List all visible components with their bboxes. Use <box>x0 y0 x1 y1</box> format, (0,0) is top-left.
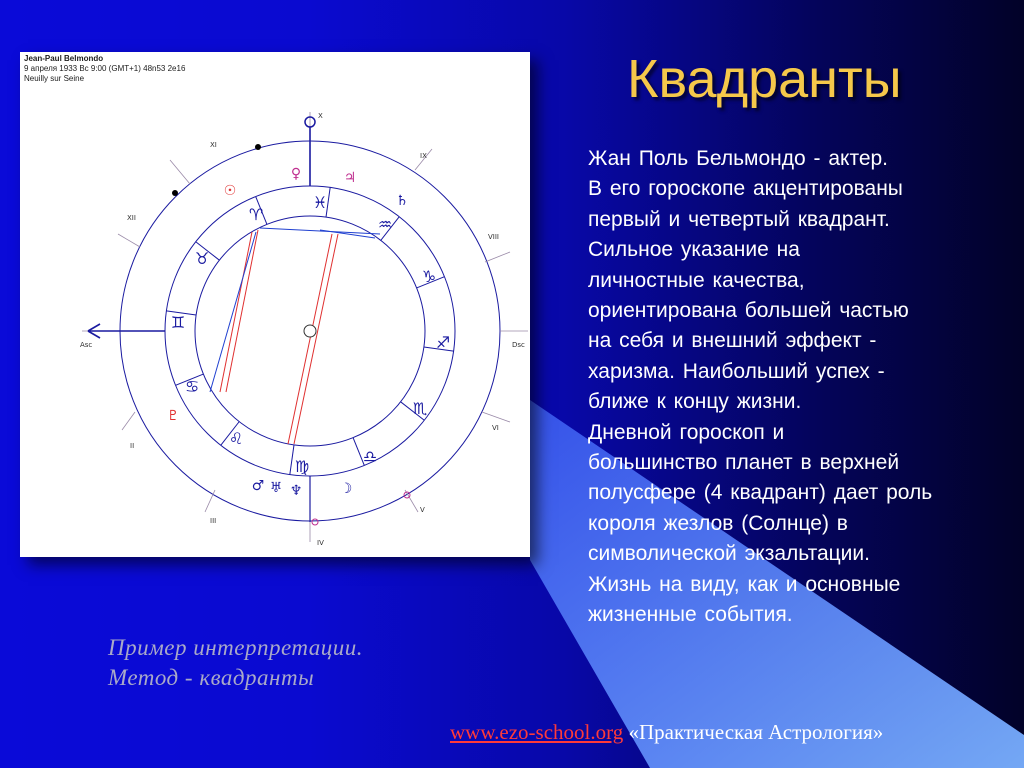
planet-uranus: ♅ <box>269 480 283 496</box>
planet-sun: ☉ <box>223 183 237 199</box>
body-line: жизненные события. <box>588 603 793 627</box>
body-line: Жизнь на виду, как и основные <box>588 572 901 596</box>
sign-pisces: ♓ <box>312 193 328 212</box>
body-line: ориентирована большей частью <box>588 299 909 323</box>
house-label-xii: XII <box>127 214 136 222</box>
caption <box>108 633 363 693</box>
sign-aries: ♈ <box>248 205 264 224</box>
footer <box>450 720 883 745</box>
house-label-ii: II <box>130 442 135 450</box>
house-label-v: V <box>420 506 425 514</box>
sign-aquarius: ♒ <box>377 215 393 234</box>
sign-leo: ♌ <box>228 429 244 448</box>
chart-header-name: Jean-Paul Belmondo <box>24 54 104 63</box>
body-line: на себя и внешний эффект - <box>588 329 877 353</box>
sign-virgo: ♍ <box>294 457 310 476</box>
planet-venus: ♀ <box>290 166 302 182</box>
body-line: короля жезлов (Солнце) в <box>588 511 848 535</box>
body-line: В его гороскопе акцентированы <box>588 177 903 201</box>
body-line: харизма. Наибольший успех - <box>588 359 885 383</box>
body-line: личностные качества, <box>588 268 805 292</box>
sign-cancer: ♋ <box>184 377 200 396</box>
planet-jupiter: ♃ <box>343 170 357 186</box>
house-label-iii: III <box>210 517 217 525</box>
body-line: первый и четвертый квадрант. <box>588 207 890 231</box>
caption-line: Метод - квадранты <box>108 665 315 690</box>
planet-pluto: ♇ <box>166 408 180 424</box>
house-label-ix: IX <box>420 152 427 160</box>
sign-gemini: ♊ <box>170 313 186 332</box>
planet-moon: ☽ <box>339 481 353 497</box>
natal-chart <box>20 52 530 557</box>
footer-text: «Практическая Астрология» <box>623 720 884 744</box>
site-link[interactable]: www.ezo-school.org <box>450 720 624 744</box>
body-line: символической экзальтации. <box>588 542 870 566</box>
planet-mars: ♂ <box>251 478 265 494</box>
planet-neptune: ♆ <box>289 483 303 499</box>
chart-header-date: 9 апреля 1933 Вс 9:00 (GMT+1) 48n53 2e16 <box>24 64 186 73</box>
sign-divider <box>290 445 294 475</box>
caption-line: Пример интерпретации. <box>108 635 364 660</box>
sign-scorpio: ♏ <box>412 399 428 418</box>
house-label-dsc: Dsc <box>512 341 525 349</box>
planet-saturn: ♄ <box>395 193 409 209</box>
house-label-vi: VI <box>492 424 499 432</box>
body-line: большинство планет в верхней <box>588 451 900 475</box>
house-label-asc: Asc <box>80 341 93 349</box>
sign-taurus: ♉ <box>194 249 210 268</box>
sign-capricorn: ♑ <box>421 267 437 286</box>
chart-header-place: Neuilly sur Seine <box>24 74 85 83</box>
body-line: Сильное указание на <box>588 238 800 262</box>
chart-header <box>24 54 185 84</box>
body-text <box>588 144 1018 631</box>
body-line: Дневной гороскоп и <box>588 420 785 444</box>
slide-title: Квадранты <box>627 49 902 109</box>
body-line: Жан Поль Бельмондо - актер. <box>588 147 889 170</box>
body-line: полусфере (4 квадрант) дает роль <box>588 481 933 505</box>
house-label-x: X <box>318 112 323 120</box>
sign-libra: ♎ <box>362 447 378 466</box>
body-line: ближе к концу жизни. <box>588 390 802 414</box>
house-label-iv: IV <box>317 539 324 547</box>
house-label-xi: XI <box>210 141 217 149</box>
house-label-viii: VIII <box>488 233 499 241</box>
sign-sagittarius: ♐ <box>435 333 451 352</box>
